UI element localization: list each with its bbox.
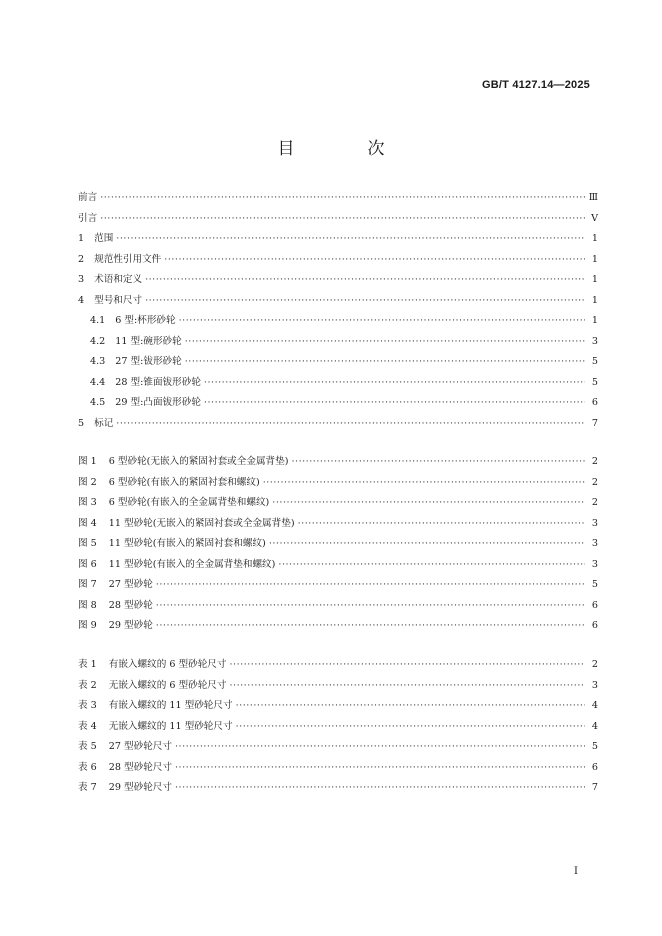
toc-section-entry-number: 4 [78, 294, 85, 306]
leader-dots [145, 291, 585, 312]
page-folio: Ⅰ [574, 866, 578, 877]
toc-section-entry-label: 6 型:杯形砂轮 [115, 315, 176, 326]
toc-figure-entry[interactable] [78, 596, 598, 617]
toc-figure-entry-page-number: 2 [591, 456, 598, 467]
toc-table-entry[interactable] [78, 655, 598, 676]
leader-dots [291, 452, 585, 473]
toc-title: 目 次 [277, 139, 413, 159]
toc-section-entry-page-number: 5 [591, 356, 598, 367]
toc-table-entry-number: 表 1 [78, 659, 97, 670]
toc-section-entry-page-number: 1 [591, 274, 598, 285]
leader-dots [269, 534, 585, 555]
toc-section-entry[interactable] [78, 250, 598, 271]
toc-table-entry-page-number: 4 [591, 700, 598, 711]
toc-table-entry-label: 28 型砂轮尺寸 [108, 761, 172, 773]
leader-dots [175, 778, 585, 799]
toc-section-entry[interactable] [78, 393, 598, 414]
leader-dots [204, 393, 585, 414]
toc-table-entry-page-number: 3 [591, 679, 598, 691]
toc-section-entry-label: 29 型:凸面钹形砂轮 [115, 397, 201, 408]
toc-section-entry[interactable] [78, 209, 598, 230]
toc-section-entry-label: 28 型:锥面钹形砂轮 [115, 376, 201, 388]
toc-section-entry-number: 4.1 [90, 315, 106, 326]
toc-section-entry-label: 27 型:钹形砂轮 [115, 356, 182, 367]
leader-dots [236, 717, 585, 738]
toc-table-entry[interactable] [78, 696, 598, 717]
toc-section-entry-number: 5 [78, 417, 85, 429]
leader-dots [100, 188, 585, 209]
toc-section-entry-label: 标记 [94, 417, 114, 429]
toc-section-entry-label: 型号和尺寸 [94, 294, 143, 306]
toc-section-entry[interactable] [78, 352, 598, 373]
leader-dots [298, 514, 585, 535]
toc-section-entry-page-number: 1 [591, 253, 598, 265]
toc-figure-entry-label: 11 型砂轮(有嵌入的紧固衬套和螺纹) [108, 538, 266, 549]
toc-table-entry[interactable] [78, 737, 598, 758]
toc-table-entry-label: 无嵌入螺纹的 11 型砂轮尺寸 [108, 720, 233, 732]
toc-section-entry-number: 4.4 [90, 376, 106, 388]
toc-figure-entry-label: 29 型砂轮 [108, 620, 153, 631]
toc-section-entry-page-number: 1 [591, 233, 598, 244]
toc-table-entry-page-number: 7 [591, 782, 598, 793]
toc-table-entry-number: 表 4 [78, 720, 97, 732]
leader-dots [229, 676, 585, 697]
toc-figure-entry-label: 28 型砂轮 [108, 599, 153, 611]
toc-table-entry-number: 表 3 [78, 700, 97, 711]
toc-figure-entry-page-number: 6 [591, 599, 598, 611]
toc-table-entry[interactable] [78, 676, 598, 697]
leader-dots [100, 209, 585, 230]
toc-sections-list [78, 188, 598, 434]
leader-dots [204, 373, 585, 394]
toc-section-entry[interactable] [78, 311, 598, 332]
toc-figure-entry-label: 6 型砂轮(有嵌入的全金属背垫和螺纹) [108, 497, 270, 508]
toc-tables-list [78, 655, 598, 799]
toc-figure-entry-label: 11 型砂轮(有嵌入的全金属背垫和螺纹) [108, 558, 276, 570]
toc-table-entry-page-number: 6 [591, 761, 598, 773]
toc-figure-entry[interactable] [78, 555, 598, 576]
toc-figure-entry-page-number: 2 [591, 497, 598, 508]
toc-section-entry-page-number: 1 [591, 315, 598, 326]
toc-section-entry[interactable] [78, 229, 598, 250]
leader-dots [185, 332, 585, 353]
toc-figures-list [78, 452, 598, 637]
toc-figure-entry-number: 图 5 [78, 538, 97, 549]
toc-section-entry[interactable] [78, 373, 598, 394]
toc-figure-entry-number: 图 6 [78, 558, 97, 570]
leader-dots [278, 555, 585, 576]
toc-table-entry-label: 有嵌入螺纹的 11 型砂轮尺寸 [108, 700, 233, 711]
toc-table-entry-number: 表 2 [78, 679, 97, 691]
leader-dots [145, 270, 585, 291]
toc-section-entry-page-number: 5 [591, 376, 598, 388]
toc-section-entry-label: 术语和定义 [94, 274, 143, 285]
leader-dots [116, 414, 585, 435]
leader-dots [156, 596, 585, 617]
toc-section-entry-label: 11 型:碗形砂轮 [115, 335, 182, 347]
standard-code: GB/T 4127.14—2025 [482, 79, 590, 91]
toc-table-entry-number: 表 6 [78, 761, 97, 773]
toc-section-entry-number: 1 [78, 233, 85, 244]
toc-table-entry-number: 表 5 [78, 741, 97, 752]
toc-section-entry-page-number: 7 [591, 417, 598, 429]
toc-section-entry-label: 引言 [78, 212, 98, 224]
toc-figure-entry[interactable] [78, 493, 598, 514]
toc-section-entry-label: 规范性引用文件 [94, 253, 162, 265]
toc-table-entry[interactable] [78, 717, 598, 738]
toc-figure-entry-label: 11 型砂轮(无嵌入的紧固衬套或全金属背垫) [108, 517, 295, 529]
leader-dots [272, 493, 585, 514]
toc-table-entry-label: 27 型砂轮尺寸 [108, 741, 172, 752]
leader-dots [175, 737, 585, 758]
toc-section-entry-number: 4.3 [90, 356, 106, 367]
toc-table-entry-page-number: 5 [591, 741, 598, 752]
toc-section-entry-page-number: Ⅴ [591, 212, 598, 224]
toc-section-entry[interactable] [78, 270, 598, 291]
leader-dots [229, 655, 585, 676]
toc-section-entry-label: 范围 [94, 233, 114, 244]
toc-section-entry-number: 4.2 [90, 335, 106, 347]
leader-dots [164, 250, 585, 271]
leader-dots [185, 352, 585, 373]
toc-figure-entry-label: 27 型砂轮 [108, 579, 153, 590]
toc-section-entry[interactable] [78, 188, 598, 209]
toc-table-entry[interactable] [78, 778, 598, 799]
toc-figure-entry-label: 6 型砂轮(无嵌入的紧固衬套或全金属背垫) [108, 456, 289, 467]
toc-table-entry[interactable] [78, 758, 598, 779]
toc-table-entry-number: 表 7 [78, 782, 97, 793]
toc-section-entry-page-number: 6 [591, 397, 598, 408]
toc-figure-entry[interactable] [78, 575, 598, 596]
toc-figure-entry[interactable] [78, 534, 598, 555]
toc-figure-entry-number: 图 4 [78, 517, 97, 529]
leader-dots [175, 758, 585, 779]
leader-dots [116, 229, 585, 250]
toc-figure-entry-page-number: 3 [591, 538, 598, 549]
toc-figure-entry[interactable] [78, 514, 598, 535]
toc-table-entry-label: 有嵌入螺纹的 6 型砂轮尺寸 [108, 659, 227, 670]
toc-figure-entry[interactable] [78, 616, 598, 637]
leader-dots [179, 311, 585, 332]
toc-figure-entry-page-number: 5 [591, 579, 598, 590]
toc-figure-entry[interactable] [78, 452, 598, 473]
toc-figure-entry-label: 6 型砂轮(有嵌入的紧固衬套和螺纹) [108, 476, 260, 488]
toc-figure-entry[interactable] [78, 473, 598, 494]
toc-section-entry-number: 4.5 [90, 397, 106, 408]
toc-table-entry-label: 29 型砂轮尺寸 [108, 782, 172, 793]
toc-figure-entry-number: 图 7 [78, 579, 97, 590]
toc-section-entry[interactable] [78, 332, 598, 353]
toc-figure-entry-number: 图 8 [78, 599, 97, 611]
toc-figure-entry-page-number: 6 [591, 620, 598, 631]
toc-figure-entry-number: 图 1 [78, 456, 97, 467]
toc-section-entry[interactable] [78, 291, 598, 312]
leader-dots [263, 473, 585, 494]
toc-table-entry-page-number: 2 [591, 659, 598, 670]
toc-figure-entry-number: 图 3 [78, 497, 97, 508]
toc-section-entry-page-number: Ⅲ [588, 192, 598, 203]
toc-section-entry-page-number: 3 [591, 335, 598, 347]
toc-section-entry-number: 3 [78, 274, 85, 285]
toc-section-entry-number: 2 [78, 253, 85, 265]
toc-figure-entry-page-number: 3 [591, 517, 598, 529]
toc-table-entry-label: 无嵌入螺纹的 6 型砂轮尺寸 [108, 679, 227, 691]
toc-section-entry-page-number: 1 [591, 294, 598, 306]
toc-figure-entry-number: 图 9 [78, 620, 97, 631]
leader-dots [236, 696, 585, 717]
toc-figure-entry-page-number: 2 [591, 476, 598, 488]
toc-figure-entry-number: 图 2 [78, 476, 97, 488]
toc-section-entry[interactable] [78, 414, 598, 435]
leader-dots [156, 575, 585, 596]
toc-figure-entry-page-number: 3 [591, 558, 598, 570]
leader-dots [156, 616, 585, 637]
toc-section-entry-label: 前言 [78, 192, 98, 203]
toc-table-entry-page-number: 4 [591, 720, 598, 732]
